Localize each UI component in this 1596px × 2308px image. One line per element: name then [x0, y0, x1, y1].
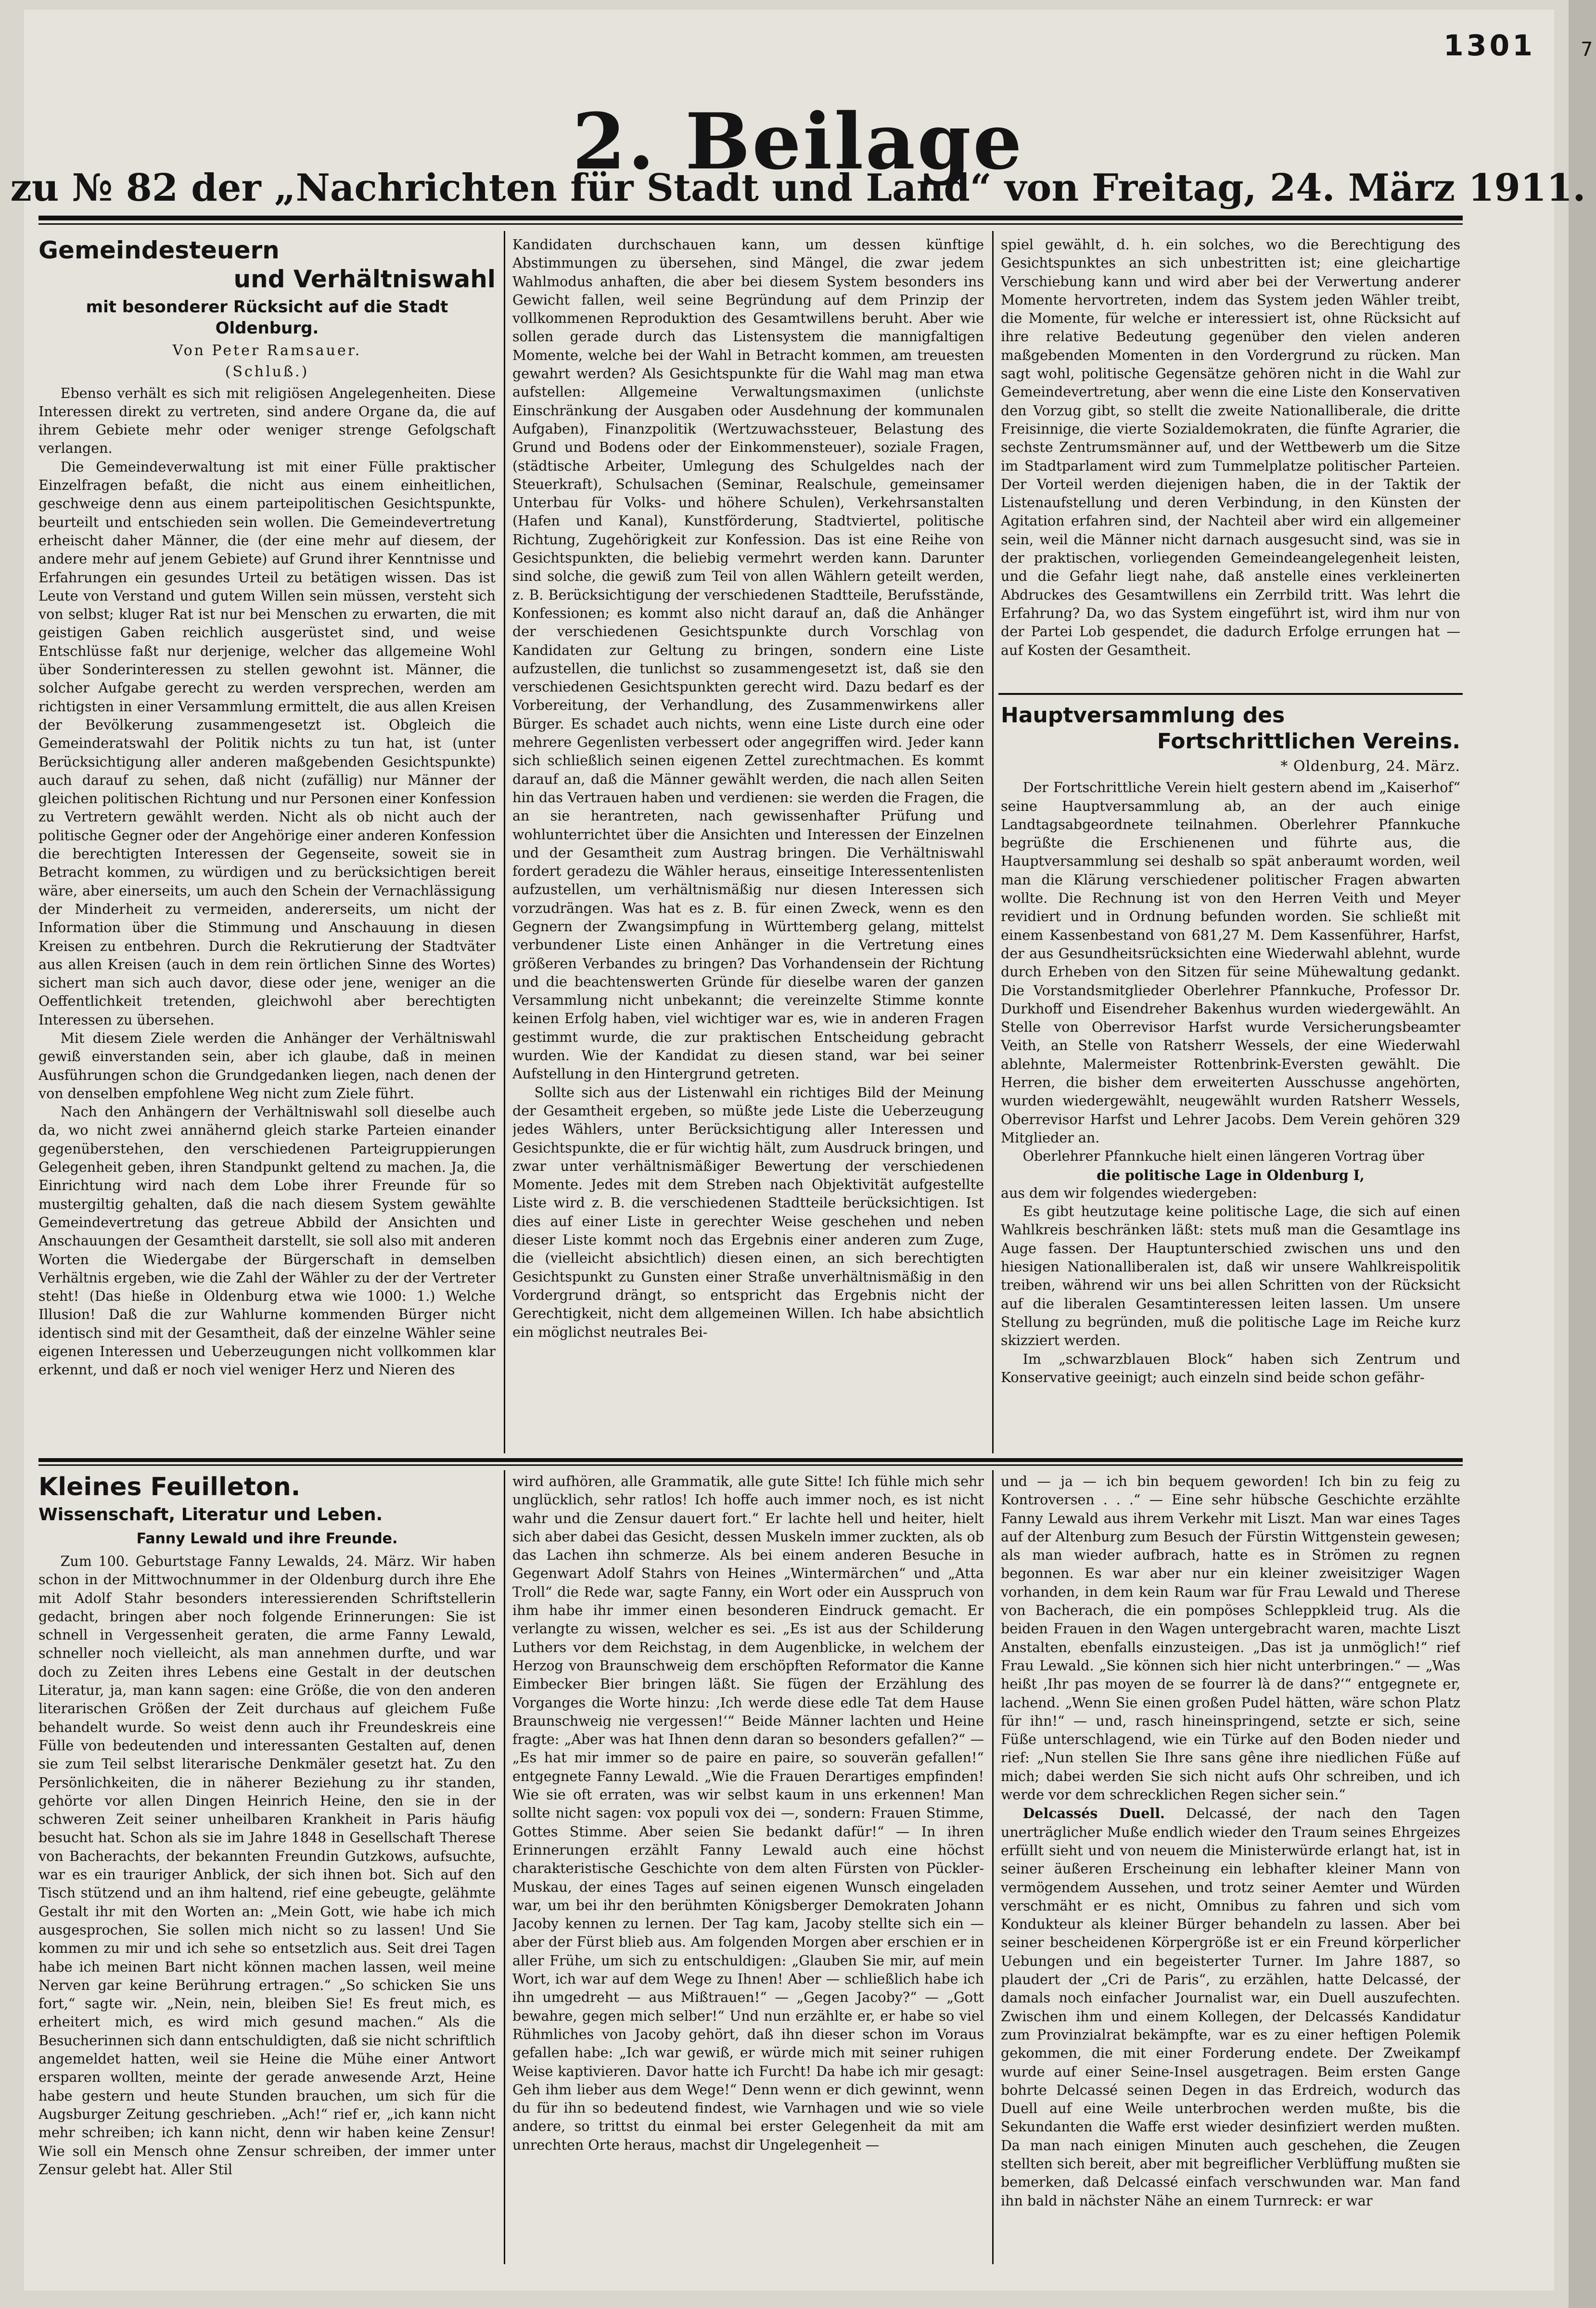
- paragraph: Sollte sich aus der Listenwahl ein richtiges Bild der Meinung der Gesamtheit ergeben, so müßte jede Liste die Ueberzeugung jedes Wählers, unter Berücksichtigung aller Interessen und Gesichtspunkte, die er für wichtig hält, zum Ausdruck bringen, und zwar unter verhältnismäßiger Bewertung der verschiedenen Momente. Jedes mit dem Streben nach Objektivität aufgestellte Liste wird z. B. die verschiedenen Stadtteile berücksichtigen. Ist dies auf einer Liste in gerechter Weise geschehen und neben dieser Liste kommt noch das Ergebnis einer anderen zum Zuge, die (vielleicht absichtlich) diesen einen, an sich berechtigten Gesichtspunkt zu Gunsten einer Straße unverhältnismäßig in den Vordergrund drängt, so entspricht das Ergebnis nicht der Gerechtigkeit, nicht dem allgemeinen Willen. Ich habe absichtlich ein möglichst neutrales Bei-: [512, 1084, 984, 1340]
- lecture-topic: die politische Lage in Oldenburg I,: [1097, 1167, 1365, 1183]
- edge-mark: 7: [1581, 38, 1593, 61]
- feuilleton-column-2: [512, 1473, 984, 2267]
- paragraph: wird aufhören, alle Grammatik, alle gute Sitte! Ich fühle mich sehr unglücklich, sehr ratlos! Ich hoffe auch immer noch, es ist nicht wahr und die Zensur dauert fort.“ Er lachte hell und heiter, hielt sich aber dabei das Gesicht, dessen Muskeln immer zuckten, als ob das Lachen ihn schmerze. Als bei einem anderen Besuche in Gegenwart Adolf Stahrs von Heines „Wintermärchen“ und „Atta Troll“ die Rede war, sagte Fanny, ein Wort oder ein Ausspruch von ihm habe ihr immer einen besonderen Eindruck gemacht. Er verlangte zu wissen, welcher es sei. „Es ist aus der Schilderung Luthers vor dem Reichstag, in dem Augenblicke, in welchem der Herzog von Braunschweig dem erschöpften Reformator die Kanne Eimbecker Bier bringen läßt. Sie fügen der Erzählung des Vorganges die Worte hinzu: ‚Ich werde diese edle Tat dem Hause Braunschweig nie vergessen!‘“ Beide Männer lachten und Heine fragte: „Aber was hat Ihnen denn daran so besonders gefallen?“ — „Es hat mir immer so de paire en paire, so souverän gefallen!“ entgegnete Fanny Lewald. „Wie die Frauen Derartiges empfinden! Wie sie oft erraten, was wir selbst kaum in uns erkennen! Man sollte nicht sagen: vox populi vox dei —, sondern: Frauen Stimme, Gottes Stimme. Aber seien Sie bedankt dafür!“ — In ihren Erinnerungen erzählt Fanny Lewald auch eine höchst charakteristische Geschichte von dem alten Fürsten von Pückler-Muskau, der eines Tages auf seinen eigenen Wunsch eingeladen war, um bei ihr den berühmten Königsberger Demokraten Johann Jacoby kennen zu lernen. Der Tag kam, Jacoby stellte sich ein — aber der Fürst blieb aus. Am folgenden Morgen aber erschien er in aller Frühe, um sich zu entschuldigen: „Glauben Sie mir, auf mein Wort, ich war auf dem Wege zu Ihnen! Aber — schließlich habe ich ihn umgedreht — aus Mißtrauen!“ — „Gegen Jacoby?“ — „Gott bewahre, gegen mich selber!“ Und nun erzählte er, er habe so viel Rühmliches von Jacoby gehört, daß ihn dieser schon im Voraus gefallen habe: „Ich war gewiß, er würde mich mit seiner ruhigen Weise kaptivieren. Davor hatte ich Furcht! Da habe ich mir gesagt: Geh ihm lieber aus dem Wege!“ Denn wenn er dich gewinnt, wenn du für ihn so bedeutend findest, wie Varnhagen und wie so viele andere, so trittst du einmal bei erster Gelegenheit da mit am unrechten Orte heraus, machst dir Ungelegenheit —: [512, 1474, 984, 2153]
- article-gemeindesteuern-column-3: [1001, 236, 1460, 688]
- article2-title-line-1: Hauptversammlung des: [1001, 703, 1285, 728]
- paragraph: Mit diesem Ziele werden die Anhänger der Verhältniswahl gewiß einverstanden sein, aber ich glaube, daß in meinen Ausführungen schon die Grundgedanken liegen, nach denen der von denselben empfohlene Weg nicht zum Ziele führt.: [38, 1030, 496, 1102]
- delcasse-label: Delcassés Duell.: [1022, 1805, 1165, 1822]
- paragraph: Die Gemeindeverwaltung ist mit einer Fülle praktischer Einzelfragen befaßt, die nicht aus einem einheitlichen, geschweige denn aus einem parteipolitischen Gesichtspunkte, beurteilt und entschieden sein wollen. Die Gemeindevertretung erheischt daher Männer, die (der eine mehr auf diesem, der andere mehr auf jenem Gebiete) auf Grund ihrer Kenntnisse und Erfahrungen ein gesundes Urteil zu betätigen wissen. Das ist Leute von Verstand und gutem Willen sein müssen, versteht sich von selbst; kluger Rat ist nur bei Menschen zu erwarten, die mit geistigen Gaben reichlich ausgerüstet sind, und weise Entschlüsse faßt nur derjenige, welcher das allgemeine Wohl über Sonderinteressen zu stellen gewohnt ist. Männer, die solcher Aufgabe gerecht zu werden versprechen, werden am richtigsten in einer Versammlung ermittelt, die aus allen Kreisen der Bevölkerung zusammengesetzt ist. Obgleich die Gemeinderatswahl der Politik nichts zu tun hat, ist (unter Berücksichtigung aller anderen maßgebenden Gesichtspunkte) auch darauf zu sehen, daß nicht (zufällig) nur Männer der gleichen politischen Richtung und nur Personen einer Konfession zu Vertretern gewählt werden. Nicht als ob nicht auch der politische Gegner oder der Angehörige einer anderen Konfession die berechtigten Interessen der Gegenseite, soweit sie in Betracht kommen, zu würdigen und zu berücksichtigen bereit wäre, aber einerseits, um auch den Schein der Vernachlässigung der Minderheit zu vermeiden, andererseits, um nicht der Information über die Stimmung und Anschauung in diesen Kreisen zu entbehren. Durch die Rekrutierung der Stadtväter aus allen Kreisen (auch in dem rein örtlichen Sinne des Wortes) sichert man sich auch davor, diese oder jene, weniger an die Oeffentlichkeit tretenden, gleichwohl aber berechtigten Interessen zu übersehen.: [38, 459, 496, 1028]
- column-divider-2: [992, 231, 994, 1453]
- column-divider-4: [992, 1470, 994, 2264]
- paragraph: Kandidaten durchschauen kann, um dessen künftige Abstimmungen zu übersehen, sind Mängel, die zwar jedem Wahlmodus anhaften, die aber bei diesem System besonders ins Gewicht fallen, weil seine Begründung auf dem Prinzip der vollkommenen Reproduktion des Gesamtwillens beruht. Aber wie sollen gerade durch das Listensystem die mannigfaltigen Momente, welche bei der Wahl in Betracht kommen, am treuesten gewahrt werden? Als Gesichtspunkte für die Wahl mag man etwa aufstellen: Allgemeine Verwaltungsmaximen (unlichste Einschränkung der Ausgaben oder Ausdehnung der kommunalen Aufgaben), Finanzpolitik (Wertzuwachssteuer, Belastung des Grund und Bodens oder der Einkommensteuer), soziale Fragen, (städtische Arbeiter, Umlegung des Schulgeldes nach der Steuerkraft), Schulsachen (Seminar, Realschule, gemeinsamer Unterbau für Volks- und höhere Schulen), Verkehrsanstalten (Hafen und Kanal), Kunstförderung, Stadtviertel, politische Richtung, Zugehörigkeit zur Konfession. Das ist eine Reihe von Gesichtspunkten, die beliebig vermehrt werden kann. Darunter sind solche, die gewiß zum Teil von allen Wählern geteilt werden, z. B. Berücksichtigung der verschiedenen Stadtteile, Berufsstände, Konfessionen; es kommt also nicht darauf an, daß die Anhänger der verschiedenen Gesichtspunkte durch Vorschlag von Kandidaten zur Geltung zu bringen, sondern eine Liste aufzustellen, die tunlichst so zusammengesetzt ist, daß sie den verschiedenen Gesichtspunkten gerecht wird. Dazu bedarf es der Vorbereitung, der Verhandlung, des Zusammenwirkens aller Bürger. Es schadet auch nichts, wenn eine Liste durch eine oder mehrere Gegenlisten verbessert oder angegriffen wird. Jeder kann sich schließlich seinen eigenen Zettel zurechtmachen. Es kommt darauf an, daß die Männer gewählt werden, die nach allen Seiten hin das Vertrauen haben und verdienen: sie werden die Fragen, die an sie herantreten, nach gewissenhafter Prüfung und wohlunterrichtet über die Ansichten und Interessen der Einzelnen und der Gesamtheit zum Austrag bringen. Die Verhältniswahl fordert geradezu die Wähler heraus, einseitige Interessentenlisten aufzustellen, um verhältnismäßig nur diesen Interessen sich vorzudrängen. Was hat es z. B. für einen Zweck, wenn es den Gegnern der Zwangsimpfung in Württemberg gelang, mittelst verbundener Liste einen Anhänger in die Vertretung eines größeren Verbandes zu bringen? Das Vorhandensein der Richtung und die beachtenswerten Gründe für dieselbe waren der ganzen Versammlung nicht unbekannt; die vereinzelte Stimme konnte keinen Erfolg haben, viel wichtiger war es, wie in anderen Fragen gestimmt wurde, die zur praktischen Entscheidung gebracht wurden. Wie der Kandidat zu diesen stand, war bei seiner Aufstellung in den Hintergrund getreten.: [512, 237, 984, 1082]
- page-number: 1301: [1443, 29, 1535, 63]
- paragraph: spiel gewählt, d. h. ein solches, wo die Berechtigung des Gesichtspunktes an sich unbestritten ist; eine gleichartige Verschiebung kann und wird aber bei der Verwertung anderer Momente hervortreten, indem das System jeden Wähler treibt, die Momente, für welche er interessiert ist, ohne Rücksicht auf ihre relative Bedeutung gegenüber den vielen anderen maßgebenden Momenten in den Vordergrund zu rücken. Man sagt wohl, politische Gegensätze gehören nicht in die Wahl zur Gemeindevertretung, aber wenn die eine Liste den Konservativen den Vorzug gibt, so stellt die zweite Nationalliberale, die dritte Freisinnige, die vierte Sozialdemokraten, die fünfte Agrarier, die sechste Zentrumsmänner auf, und der Wettbewerb um die Sitze im Stadtparlament wird zum Tummelplatze politischer Parteien. Der Vorteil werden diejenigen haben, die in der Taktik der Listenaufstellung und deren Verbindung, in den Künsten der Agitation erfahren sind, der Nachteil aber wird ein allgemeiner sein, weil die Männer nicht darnach ausgesucht sind, was sie in der praktischen, vorliegenden Gemeindeangelegenheit leisten, und die Gefahr liegt nahe, daß anstelle eines verkleinerten Abdruckes des Gesamtwillens ein Zerrbild tritt. Was lehrt die Erfahrung? Da, wo das System eingeführt ist, wird ihm nur von der Partei Lob gespendet, die dadurch Erfolge errungen hat — auf Kosten der Gesamtheit.: [1001, 237, 1460, 658]
- feuilleton-rule-thin: [38, 1464, 1463, 1466]
- supplement-subtitle: zu № 82 der „Nachrichten für Stadt und Land“ von Freitag, 24. März 1911.: [10, 166, 1586, 210]
- paragraph: Ebenso verhält es sich mit religiösen Angelegenheiten. Diese Interessen direkt zu vertreten, sind andere Organe da, die auf ihrem Gebiete mehr oder weniger strenge Gefolgschaft verlangen.: [38, 385, 496, 457]
- article-title-line-1: Gemeindesteuern: [38, 236, 280, 264]
- article-hauptversammlung: [1001, 703, 1460, 1453]
- column-divider-3: [504, 1470, 505, 2264]
- paragraph: aus dem wir folgendes wiedergeben:: [1001, 1185, 1257, 1201]
- article-separator-rule: [998, 693, 1463, 695]
- article-gemeindesteuern-column-1: [38, 236, 496, 1453]
- paragraph: Es gibt heutzutage keine politische Lage, die sich auf einen Wahlkreis beschränken läßt: stets muß man die Gesamtlage ins Auge fassen. Der Hauptunterschied zwischen uns und den hiesigen Nationalliberalen ist, daß wir unsere Wahlkreispolitik treiben, während wir uns bei allen Schritten von der Rücksicht auf die liberalen Gesamtinteressen leiten lassen. Um unsere Stellung zu begründen, muß die politische Lage im Reiche kurz skizziert werden.: [1001, 1204, 1460, 1349]
- feuilleton-column-3: [1001, 1473, 1460, 2267]
- feuilleton-subtitle: Wissenschaft, Literatur und Leben.: [38, 1505, 383, 1525]
- feuilleton-heading: Fanny Lewald und ihre Freunde.: [136, 1530, 398, 1547]
- header-rule-thick: [38, 216, 1463, 220]
- page-edge: [1569, 0, 1596, 2308]
- article-title-line-2: und Verhältniswahl: [233, 265, 496, 293]
- article-byline: Von Peter Ramsauer.: [172, 342, 362, 359]
- paragraph: Zum 100. Geburtstage Fanny Lewalds, 24. März. Wir haben schon in der Mittwochnummer in der Oldenburg durch ihre Ehe mit Adolf Stahr besonders interessierenden Schriftstellerin gedacht, bringen aber noch folgende Erinnerungen: Sie ist schnell in Vergessenheit geraten, die arme Fanny Lewald, schneller noch vielleicht, als man annehmen durfte, und war doch zu Zeiten ihres Lebens eine Gestalt in der deutschen Literatur, ja, man kann sagen: eine Größe, die von den anderen literarischen Größen der Zeit durchaus auf gleichem Fuße behandelt wurde. So weist denn auch ihr Freundeskreis eine Fülle von bedeutenden und interessanten Gestalten auf, denen sie zum Teil selbst literarische Denkmäler gesetzt hat. Zu den Persönlichkeiten, die in näherer Beziehung zu ihr standen, gehörte vor allen Dingen Heinrich Heine, den sie in der schweren Zeit seiner unheilbaren Krankheit in Paris häufig besucht hat. Schon als sie im Jahre 1848 in Gesellschaft Therese von Bacherachts, der bekannten Freundin Gutzkows, aufsuchte, war es ein trauriger Anblick, der sich ihnen bot. Sich auf den Tisch stützend und an ihm haltend, rief eine gebeugte, gelähmte Gestalt ihr mit den Worten an: „Mein Gott, wie habe ich mich ausgesprochen, Sie sollen mich nicht so zu lassen! Und Sie kommen zu mir und ich sehe so entsetzlich aus. Seit drei Tagen habe ich meinen Bart nicht können machen lassen, weil meine Nerven gar keine Berührung ertragen.“ „So schicken Sie uns fort,“ sagte wir. „Nein, nein, bleiben Sie! Es freut mich, es erheitert mich, es wird mich gesund machen.“ Als die Besucherinnen sich dann entschuldigten, daß sie nicht schriftlich angemeldet hatten, weil sie Heine die Mühe einer Antwort ersparen wollten, meinte der gerade anwesende Arzt, Heine habe gestern und heute Stunden brauchen, um sich für die Augsburger Zeitung geschrieben. „Ach!“ rief er, „ich kann nicht mehr schreiben; ich kann nicht, denn wir haben keine Zensur! Wie soll ein Mensch ohne Zensur schreiben, der immer unter Zensur gelebt hat. Aller Stil: [38, 1553, 496, 2178]
- article2-title-line-2: Fortschrittlichen Vereins.: [1157, 729, 1460, 754]
- column-divider-1: [504, 231, 505, 1453]
- article-gemeindesteuern-column-2: [512, 236, 984, 1453]
- article-subtitle: mit besonderer Rücksicht auf die Stadt Oldenburg.: [86, 297, 448, 338]
- feuilleton-rule-thick: [38, 1458, 1463, 1462]
- paragraph: Im „schwarzblauen Block“ haben sich Zentrum und Konservative geeinigt; auch einzeln sind beide schon gefähr-: [1001, 1351, 1460, 1385]
- paragraph: Der Fortschrittliche Verein hielt gestern abend im „Kaiserhof“ seine Hauptversammlung ab, an der auch einige Landtagsabgeordnete teilnahmen. Oberlehrer Pfannkuche begrüßte die Erschienenen und führte aus, die Hauptversammlung sei deshalb so spät anberaumt worden, weil man die Klärung verschiedener politischer Fragen abwarten wollte. Die Rechnung ist von den Herren Veith und Meyer revidiert und in Ordnung befunden worden. Sie schließt mit einem Kassenbestand von 681,27 M. Dem Kassenführer, Harfst, der aus Gesundheitsrücksichten eine Wiederwahl ablehnt, wurde durch Erheben von den Sitzen für seine Mühewaltung gedankt. Die Vorstandsmitglieder Oberlehrer Pfannkuche, Professor Dr. Durkhoff und Eisendreher Bakenhus wurden wiedergewählt. An Stelle von Oberrevisor Harfst wurde Versicherungsbeamter Veith, an Stelle von Ratsherr Wessels, der eine Wiederwahl ablehnte, Malermeister Rottenbrink-Eversten gewählt. Die Herren, die bisher dem erweiterten Ausschusse angehörten, wurden wiedergewählt, neugewählt wurden Ratsherr Wessels, Oberrevisor Harfst und Lehrer Jacobs. Dem Verein gehören 329 Mitglieder an.: [1001, 780, 1460, 1146]
- paragraph: und — ja — ich bin bequem geworden! Ich bin zu feig zu Kontroversen . . .“ — Eine sehr hübsche Geschichte erzählte Fanny Lewald aus ihrem Verkehr mit Liszt. Man war eines Tages auf der Altenburg zum Besuch der Fürstin Wittgenstein gewesen; als man wieder aufbrach, hatte es in Strömen zu regnen begonnen. Es war aber nur ein kleiner zweisitziger Wagen vorhanden, in dem kein Raum war für Frau Lewald und Therese von Bacherach, die ein pompöses Schleppkleid trug. Als die beiden Frauen in den Wagen untergebracht waren, machte Liszt Anstalten, ebenfalls einzusteigen. „Das ist ja unmöglich!“ rief Frau Lewald. „Sie können sich hier nicht unterbringen.“ — „Was heißt ‚Ihr pas moyen de se fourrer là de dans?‘“ entgegnete er, lachend. „Wenn Sie einen großen Pudel hätten, wäre schon Platz für ihn!“ — und, rasch hineinspringend, setzte er sich, seine Füße unterschlagend, wie ein Türke auf den Boden nieder und rief: „Nun stellen Sie Ihre sans gêne ihre niedlichen Füße auf mich; dabei werden Sie sich nicht aufs Ohr schreiben, und ich werde vor dem schrecklichen Regen sicher sein.“: [1001, 1474, 1460, 1803]
- article2-dateline: * Oldenburg, 24. März.: [1280, 758, 1460, 775]
- paragraph: Delcassé, der nach den Tagen unerträglicher Muße endlich wieder den Traum seines Ehrgeizes erfüllt sieht und von neuem die Ministerwürde erlangt hat, ist in seiner äußeren Erscheinung ein lebhafter kleiner Mann von vermögendem Aussehen, und trotz seiner Aemter und Würden verschmäht er es nicht, Omnibus zu fahren und sich vom Kondukteur als kleiner Bürger behandeln zu lassen. Aber bei seiner bescheidenen Körpergröße ist er ein Freund körperlicher Uebungen und ein begeisterter Turner. Im Jahre 1887, so plaudert der „Cri de Paris“, zu erzählen, hatte Delcassé, der damals noch einfacher Journalist war, ein Duell auszufechten. Zwischen ihm und einem Kollegen, der Delcassés Kandidatur zum Provinzialrat bekämpfte, war es zu einer heftigen Polemik gekommen, die mit einer Forderung endete. Der Zweikampf wurde auf einer Seine-Insel ausgetragen. Beim ersten Gange bohrte Delcassé seinen Degen in das Erdreich, wodurch das Duell auf eine Weile unterbrochen werden mußte, bis die Sekundanten die Waffe erst wieder desinfiziert werden mußten. Da man nach einigen Minuten auch geschehen, die Zeugen stellten sich bereit, aber mit begreiflicher Verblüffung mußten sie bemerken, daß Delcassé einfach verschwunden war. Man fand ihn bald in nächster Nähe an einem Turnreck: er war: [1001, 1806, 1460, 2209]
- supplement-title: 2. Beilage: [572, 96, 1024, 187]
- feuilleton-column-1: [38, 1473, 496, 2267]
- paragraph: Nach den Anhängern der Verhältniswahl soll dieselbe auch da, wo nicht zwei annähernd gleich starke Parteien einander gegenüberstehen, den verschiedenen Parteigruppierungen Gelegenheit geben, ihren Standpunkt geltend zu machen. Ja, die Einrichtung wird nach dem Lobe ihrer Freunde für so mustergiltig gehalten, daß die nach diesem System gewählte Gemeindevertretung das getreue Abbild der Ansichten und Anschauungen der Gesamtheit darstellt, sie soll also mit anderen Worten die Wiedergabe der Bürgerschaft in demselben Verhältnis ergeben, wie die Zahl der Wähler zu der der Vertreter steht! (Das hieße in Oldenburg etwa wie 1000: 1.) Welche Illusion! Daß die zur Wahlurne kommenden Bürger nicht identisch sind mit der Gesamtheit, daß der einzelne Wähler seine eigenen Interessen und Ueberzeugungen nicht vollkommen klar erkennt, und daß er noch viel weniger Herz und Nieren des: [38, 1104, 496, 1378]
- article-note: (Schluß.): [225, 363, 309, 381]
- header-rule-thin: [38, 223, 1463, 225]
- paragraph: Oberlehrer Pfannkuche hielt einen längeren Vortrag über: [1022, 1148, 1424, 1165]
- feuilleton-title: Kleines Feuilleton.: [38, 1473, 301, 1501]
